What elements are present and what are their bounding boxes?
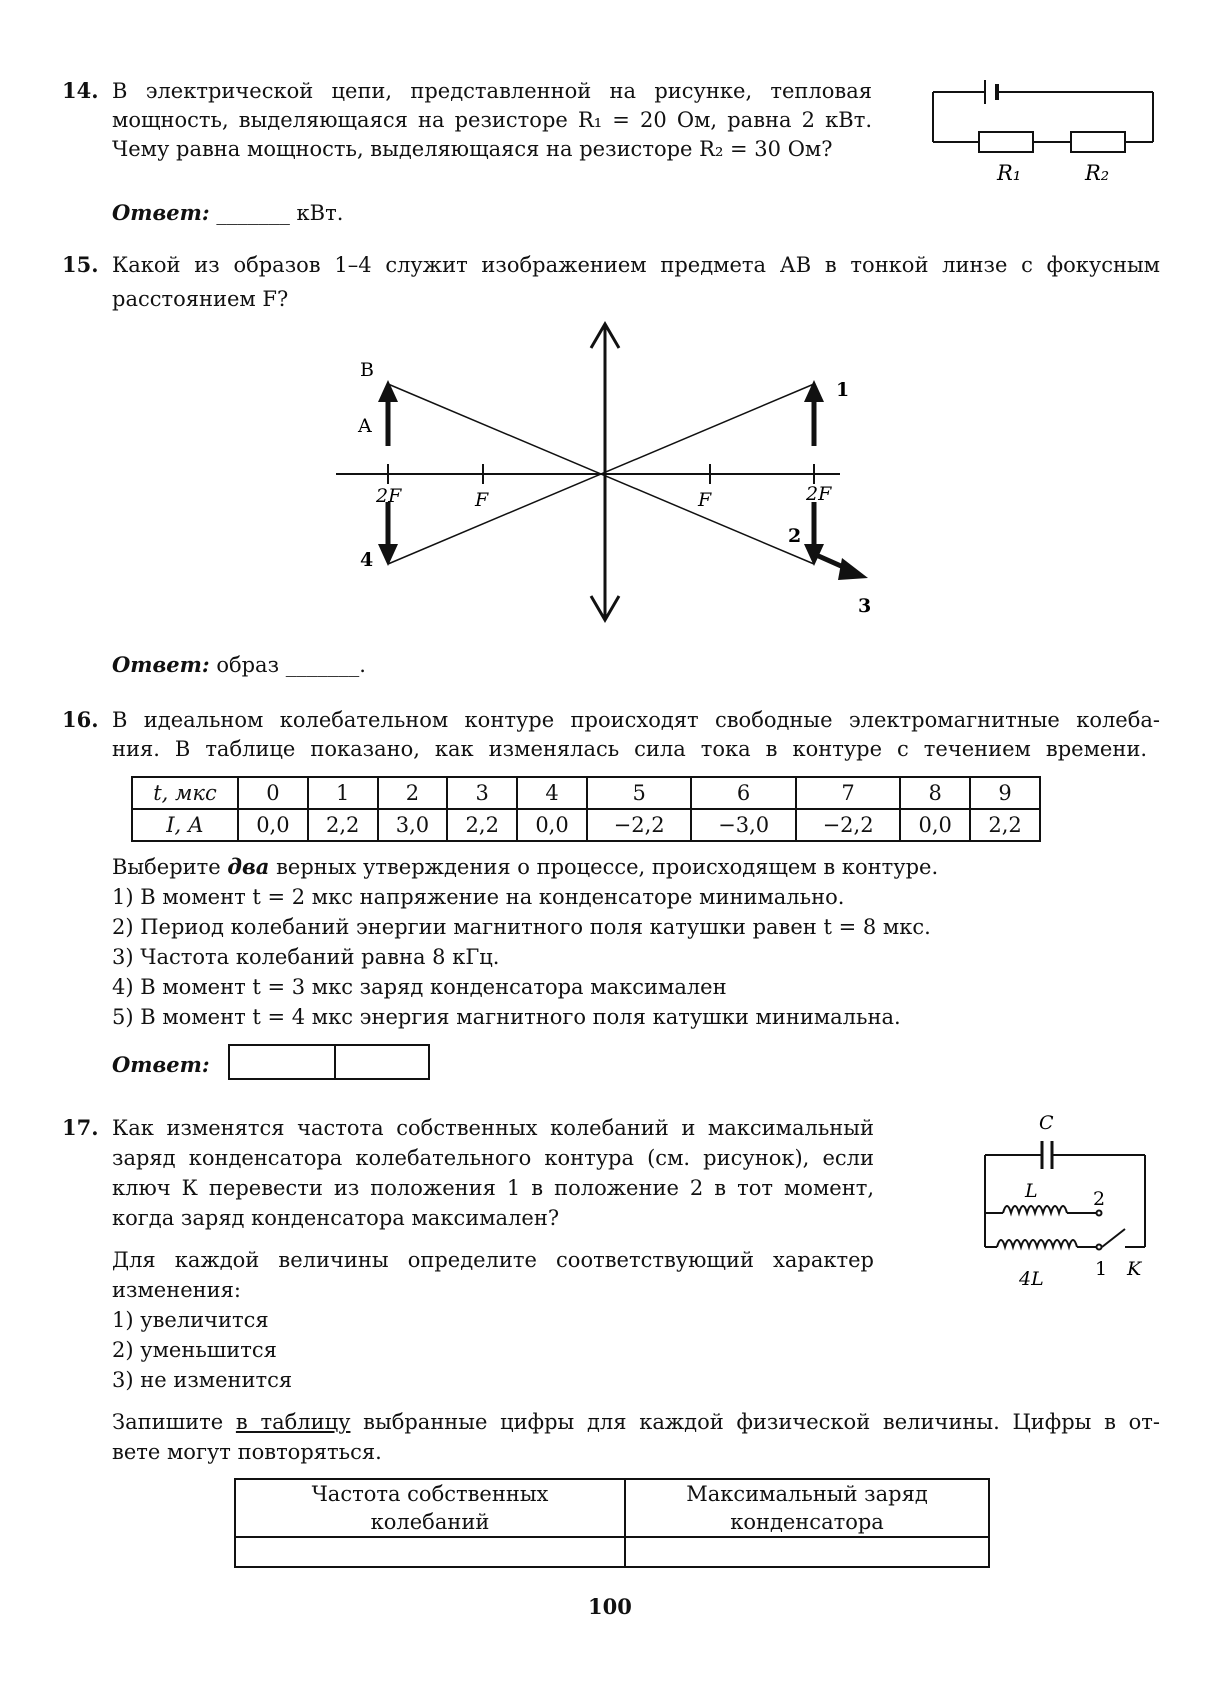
q17-label-pos-2: 2: [1093, 1188, 1106, 1210]
table-cell: 2,2: [308, 809, 378, 841]
table-cell: 0,0: [517, 809, 587, 841]
table-cell: 0,0: [238, 809, 308, 841]
q16-answer-box-2[interactable]: [334, 1044, 430, 1080]
q17-label-l: L: [1025, 1180, 1038, 1202]
q17-write-pre: Запишите: [112, 1410, 224, 1434]
table-cell: 1: [308, 777, 378, 809]
q17-answer-table: [234, 1478, 990, 1568]
q14-line-3: Чему равна мощность, выделяющаяся на резисторе R₂ = 30 Ом?: [112, 137, 833, 161]
q17-label-k: K: [1127, 1258, 1142, 1280]
table-cell: −3,0: [691, 809, 795, 841]
q15-label-2f-left: 2F: [376, 485, 402, 507]
q17-option-2: 2) уменьшится: [112, 1338, 277, 1362]
table-cell: 3: [447, 777, 517, 809]
q15-label-2f-right: 2F: [806, 483, 832, 505]
q15-label-f-right: F: [698, 489, 712, 511]
q14-answer-unit: кВт.: [296, 201, 344, 225]
q14-number: 14.: [62, 78, 99, 103]
q17-write-line-1: [112, 1407, 1160, 1437]
q16-option-5: 5) В момент t = 4 мкс энергия магнитного поля катушки минимальна.: [112, 1005, 901, 1029]
q16-answer-box-1[interactable]: [228, 1044, 336, 1080]
q15-answer-text[interactable]: образ _______.: [216, 653, 366, 677]
table-cell: 0: [238, 777, 308, 809]
q14-line-2: мощность, выделяющаяся на резисторе R₁ = 20 Ом, равна 2 кВт.: [112, 108, 872, 132]
q17-col1-line-2: колебаний: [370, 1510, 490, 1534]
q15-label-b: B: [360, 359, 374, 381]
q15-label-image-4: 4: [360, 549, 374, 571]
table-cell: 6: [691, 777, 795, 809]
q16-option-2: 2) Период колебаний энергии магнитного поля катушки равен t = 8 мкс.: [112, 915, 931, 939]
table-header-cell: I, А: [132, 809, 238, 841]
table-row: [132, 809, 1040, 841]
table-cell: −2,2: [587, 809, 691, 841]
q15-answer: [112, 650, 366, 680]
q14-answer-blank[interactable]: _______: [216, 201, 290, 225]
q17-line-4: когда заряд конденсатора максимален?: [112, 1206, 560, 1230]
q15-label-f-left: F: [475, 489, 489, 511]
q14-r2-label: R₂: [1085, 161, 1110, 185]
table-cell: −2,2: [796, 809, 900, 841]
q17-col2-line-2: конденсатора: [730, 1510, 884, 1534]
q17-col1-line-1: Частота собственных: [311, 1482, 549, 1506]
table-header-cell: t, мкс: [132, 777, 238, 809]
q17-option-3: 3) не изменится: [112, 1368, 293, 1392]
q16-option-3: 3) Частота колебаний равна 8 кГц.: [112, 945, 500, 969]
q17-write-underlined: в таблицу: [235, 1410, 351, 1434]
q15-label-image-1: 1: [836, 379, 850, 401]
q17-instruction-line-1: Для каждой величины определите соответствующий характер: [112, 1248, 874, 1272]
q17-instruction-line-2: изменения:: [112, 1278, 241, 1302]
q16-option-1: 1) В момент t = 2 мкс напряжение на конденсаторе минимально.: [112, 885, 845, 909]
q16-option-4: 4) В момент t = 3 мкс заряд конденсатора максимален: [112, 975, 727, 999]
table-row: [235, 1479, 989, 1537]
q14-answer: [112, 198, 343, 228]
table-row: [235, 1537, 989, 1567]
q17-write-post: выбранные цифры для каждой физической величины. Цифры в от-: [363, 1410, 1161, 1434]
q17-answer-cell-2[interactable]: [625, 1537, 989, 1567]
q15-number: 15.: [62, 252, 99, 277]
q17-number: 17.: [62, 1115, 99, 1140]
q16-line-1: В идеальном колебательном контуре происходят свободные электромагнитные колеба-: [112, 708, 1160, 732]
q17-option-1: 1) увеличится: [112, 1308, 269, 1332]
q14-answer-label: Ответ:: [112, 200, 210, 225]
q17-col2-line-1: Максимальный заряд: [686, 1482, 928, 1506]
q15-label-a: A: [358, 415, 372, 437]
table-cell: 8: [900, 777, 970, 809]
q16-prompt-post: верных утверждения о процессе, происходящем в контуре.: [276, 855, 939, 879]
table-header-cell: [235, 1479, 625, 1537]
q17-write-line-2: вете могут повторяться.: [112, 1440, 382, 1464]
q16-prompt-emphasis: два: [227, 854, 270, 879]
q15-label-image-3: 3: [858, 595, 872, 617]
q14-line-1: В электрической цепи, представленной на рисунке, тепловая: [112, 79, 872, 103]
q17-label-4l: 4L: [1019, 1268, 1044, 1290]
q16-prompt-pre: Выберите: [112, 855, 221, 879]
q16-current-table: [131, 776, 1041, 842]
table-cell: 3,0: [378, 809, 448, 841]
q16-prompt: [112, 852, 938, 882]
q17-label-c: C: [1039, 1112, 1054, 1134]
q17-lc-circuit-diagram: [975, 1105, 1175, 1295]
q15-label-image-2: 2: [788, 525, 802, 547]
q16-line-2: ния. В таблице показано, как изменялась сила тока в контуре с течением времени.: [112, 737, 1147, 761]
q15-line-2: расстоянием F?: [112, 287, 289, 311]
table-cell: 7: [796, 777, 900, 809]
q16-answer-label: Ответ:: [112, 1052, 210, 1077]
q16-number: 16.: [62, 707, 99, 732]
q15-answer-label: Ответ:: [112, 652, 210, 677]
q17-line-1: Как изменятся частота собственных колебаний и максимальный: [112, 1116, 874, 1140]
q14-circuit-diagram: [925, 70, 1165, 190]
table-header-cell: [625, 1479, 989, 1537]
q17-line-3: ключ К перевести из положения 1 в положение 2 в тот момент,: [112, 1176, 874, 1200]
table-cell: 2,2: [970, 809, 1040, 841]
q17-label-pos-1: 1: [1095, 1258, 1108, 1280]
table-cell: 5: [587, 777, 691, 809]
table-cell: 0,0: [900, 809, 970, 841]
q14-r1-label: R₁: [997, 161, 1022, 185]
table-row: [132, 777, 1040, 809]
q17-answer-cell-1[interactable]: [235, 1537, 625, 1567]
table-cell: 2: [378, 777, 448, 809]
q15-lens-diagram: [320, 318, 880, 628]
table-cell: 2,2: [447, 809, 517, 841]
table-cell: 4: [517, 777, 587, 809]
page-number: 100: [588, 1594, 632, 1619]
q17-line-2: заряд конденсатора колебательного контура (см. рисунок), если: [112, 1146, 874, 1170]
q15-line-1: Какой из образов 1–4 служит изображением предмета АВ в тонкой линзе с фокусным: [112, 253, 1160, 277]
table-cell: 9: [970, 777, 1040, 809]
